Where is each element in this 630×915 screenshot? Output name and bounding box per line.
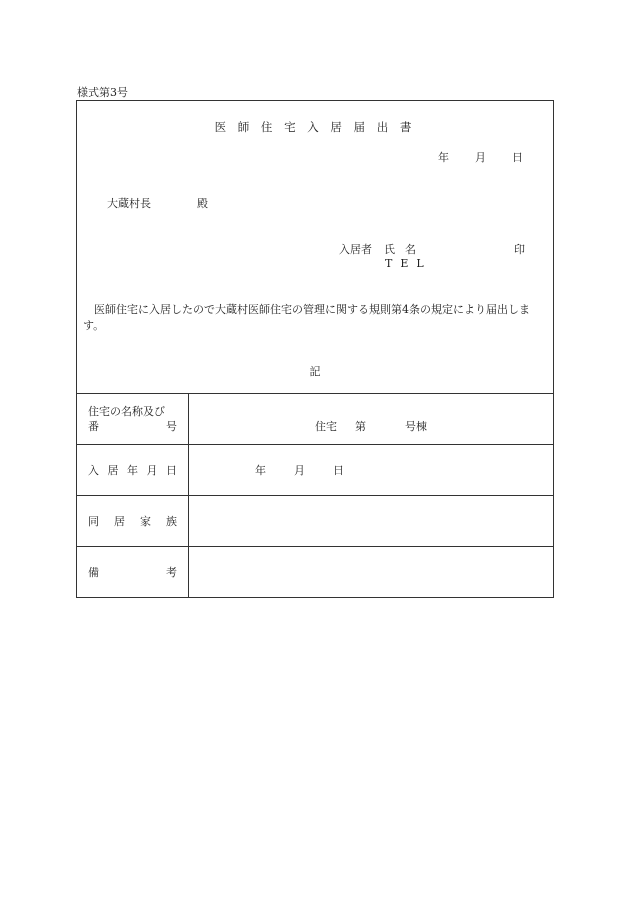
move-in-date-value-cell[interactable] bbox=[189, 445, 554, 496]
table-row bbox=[77, 547, 554, 598]
cohabiting-family-label-char: 族 bbox=[166, 515, 177, 528]
submission-date bbox=[438, 149, 523, 165]
tel-label: TEL bbox=[385, 257, 432, 270]
form-number: 様式第3号 bbox=[77, 86, 128, 99]
house-name-dai: 第 bbox=[355, 420, 366, 433]
move-in-date-label-char: 年 bbox=[127, 464, 138, 477]
cohabiting-family-label-char: 同 bbox=[88, 515, 99, 528]
applicant-line bbox=[339, 241, 426, 257]
cohabiting-family-label-char: 居 bbox=[114, 515, 125, 528]
date-month-label: 月 bbox=[475, 151, 486, 164]
seal-mark: 印 bbox=[514, 243, 525, 256]
addressee-name: 大蔵村長 bbox=[107, 197, 151, 210]
table-row bbox=[77, 445, 554, 496]
form-title: 医 師 住 宅 入 居 届 出 書 bbox=[214, 120, 416, 134]
table-row bbox=[77, 394, 554, 445]
ki-heading: 記 bbox=[309, 365, 321, 378]
move-in-date-label-char: 居 bbox=[107, 464, 119, 477]
house-name-label-ban: 番 bbox=[88, 420, 99, 433]
house-name-label-cell bbox=[77, 394, 189, 445]
applicant-label: 入居者 bbox=[339, 243, 372, 256]
body-text: 医師住宅に入居したので大蔵村医師住宅の管理に関する規則第4条の規定により届出します。 bbox=[83, 303, 530, 332]
remarks-label-char: 備 bbox=[88, 566, 99, 579]
move-in-year-label: 年 bbox=[255, 464, 266, 477]
remarks-label-char: 考 bbox=[166, 566, 177, 579]
date-year-label: 年 bbox=[438, 151, 449, 164]
addressee-honorific: 殿 bbox=[197, 197, 208, 210]
house-name-label-line1: 住宅の名称及び bbox=[88, 405, 165, 418]
remarks-label-cell bbox=[77, 547, 189, 598]
move-in-month-label: 月 bbox=[294, 464, 305, 477]
date-day-label: 日 bbox=[512, 151, 523, 164]
form-box bbox=[76, 100, 554, 598]
house-name-value-cell[interactable] bbox=[189, 394, 554, 445]
remarks-value-cell[interactable] bbox=[189, 547, 554, 598]
table-row bbox=[77, 496, 554, 547]
cohabiting-family-label-cell bbox=[77, 496, 189, 547]
move-in-date-label-char: 入 bbox=[88, 464, 99, 477]
addressee bbox=[107, 195, 208, 211]
cohabiting-family-value-cell[interactable] bbox=[189, 496, 554, 547]
move-in-date-label-char: 日 bbox=[166, 464, 177, 477]
move-in-day-label: 日 bbox=[333, 464, 344, 477]
details-table bbox=[76, 393, 554, 598]
move-in-date-label-cell bbox=[77, 445, 189, 496]
house-name-label-go: 号 bbox=[166, 420, 177, 433]
house-name-prefix: 住宅 bbox=[315, 420, 337, 433]
move-in-date-label-char: 月 bbox=[146, 464, 158, 477]
house-name-suffix: 号棟 bbox=[405, 420, 427, 433]
cohabiting-family-label-char: 家 bbox=[140, 515, 151, 528]
applicant-name-label: 氏名 bbox=[384, 243, 426, 256]
